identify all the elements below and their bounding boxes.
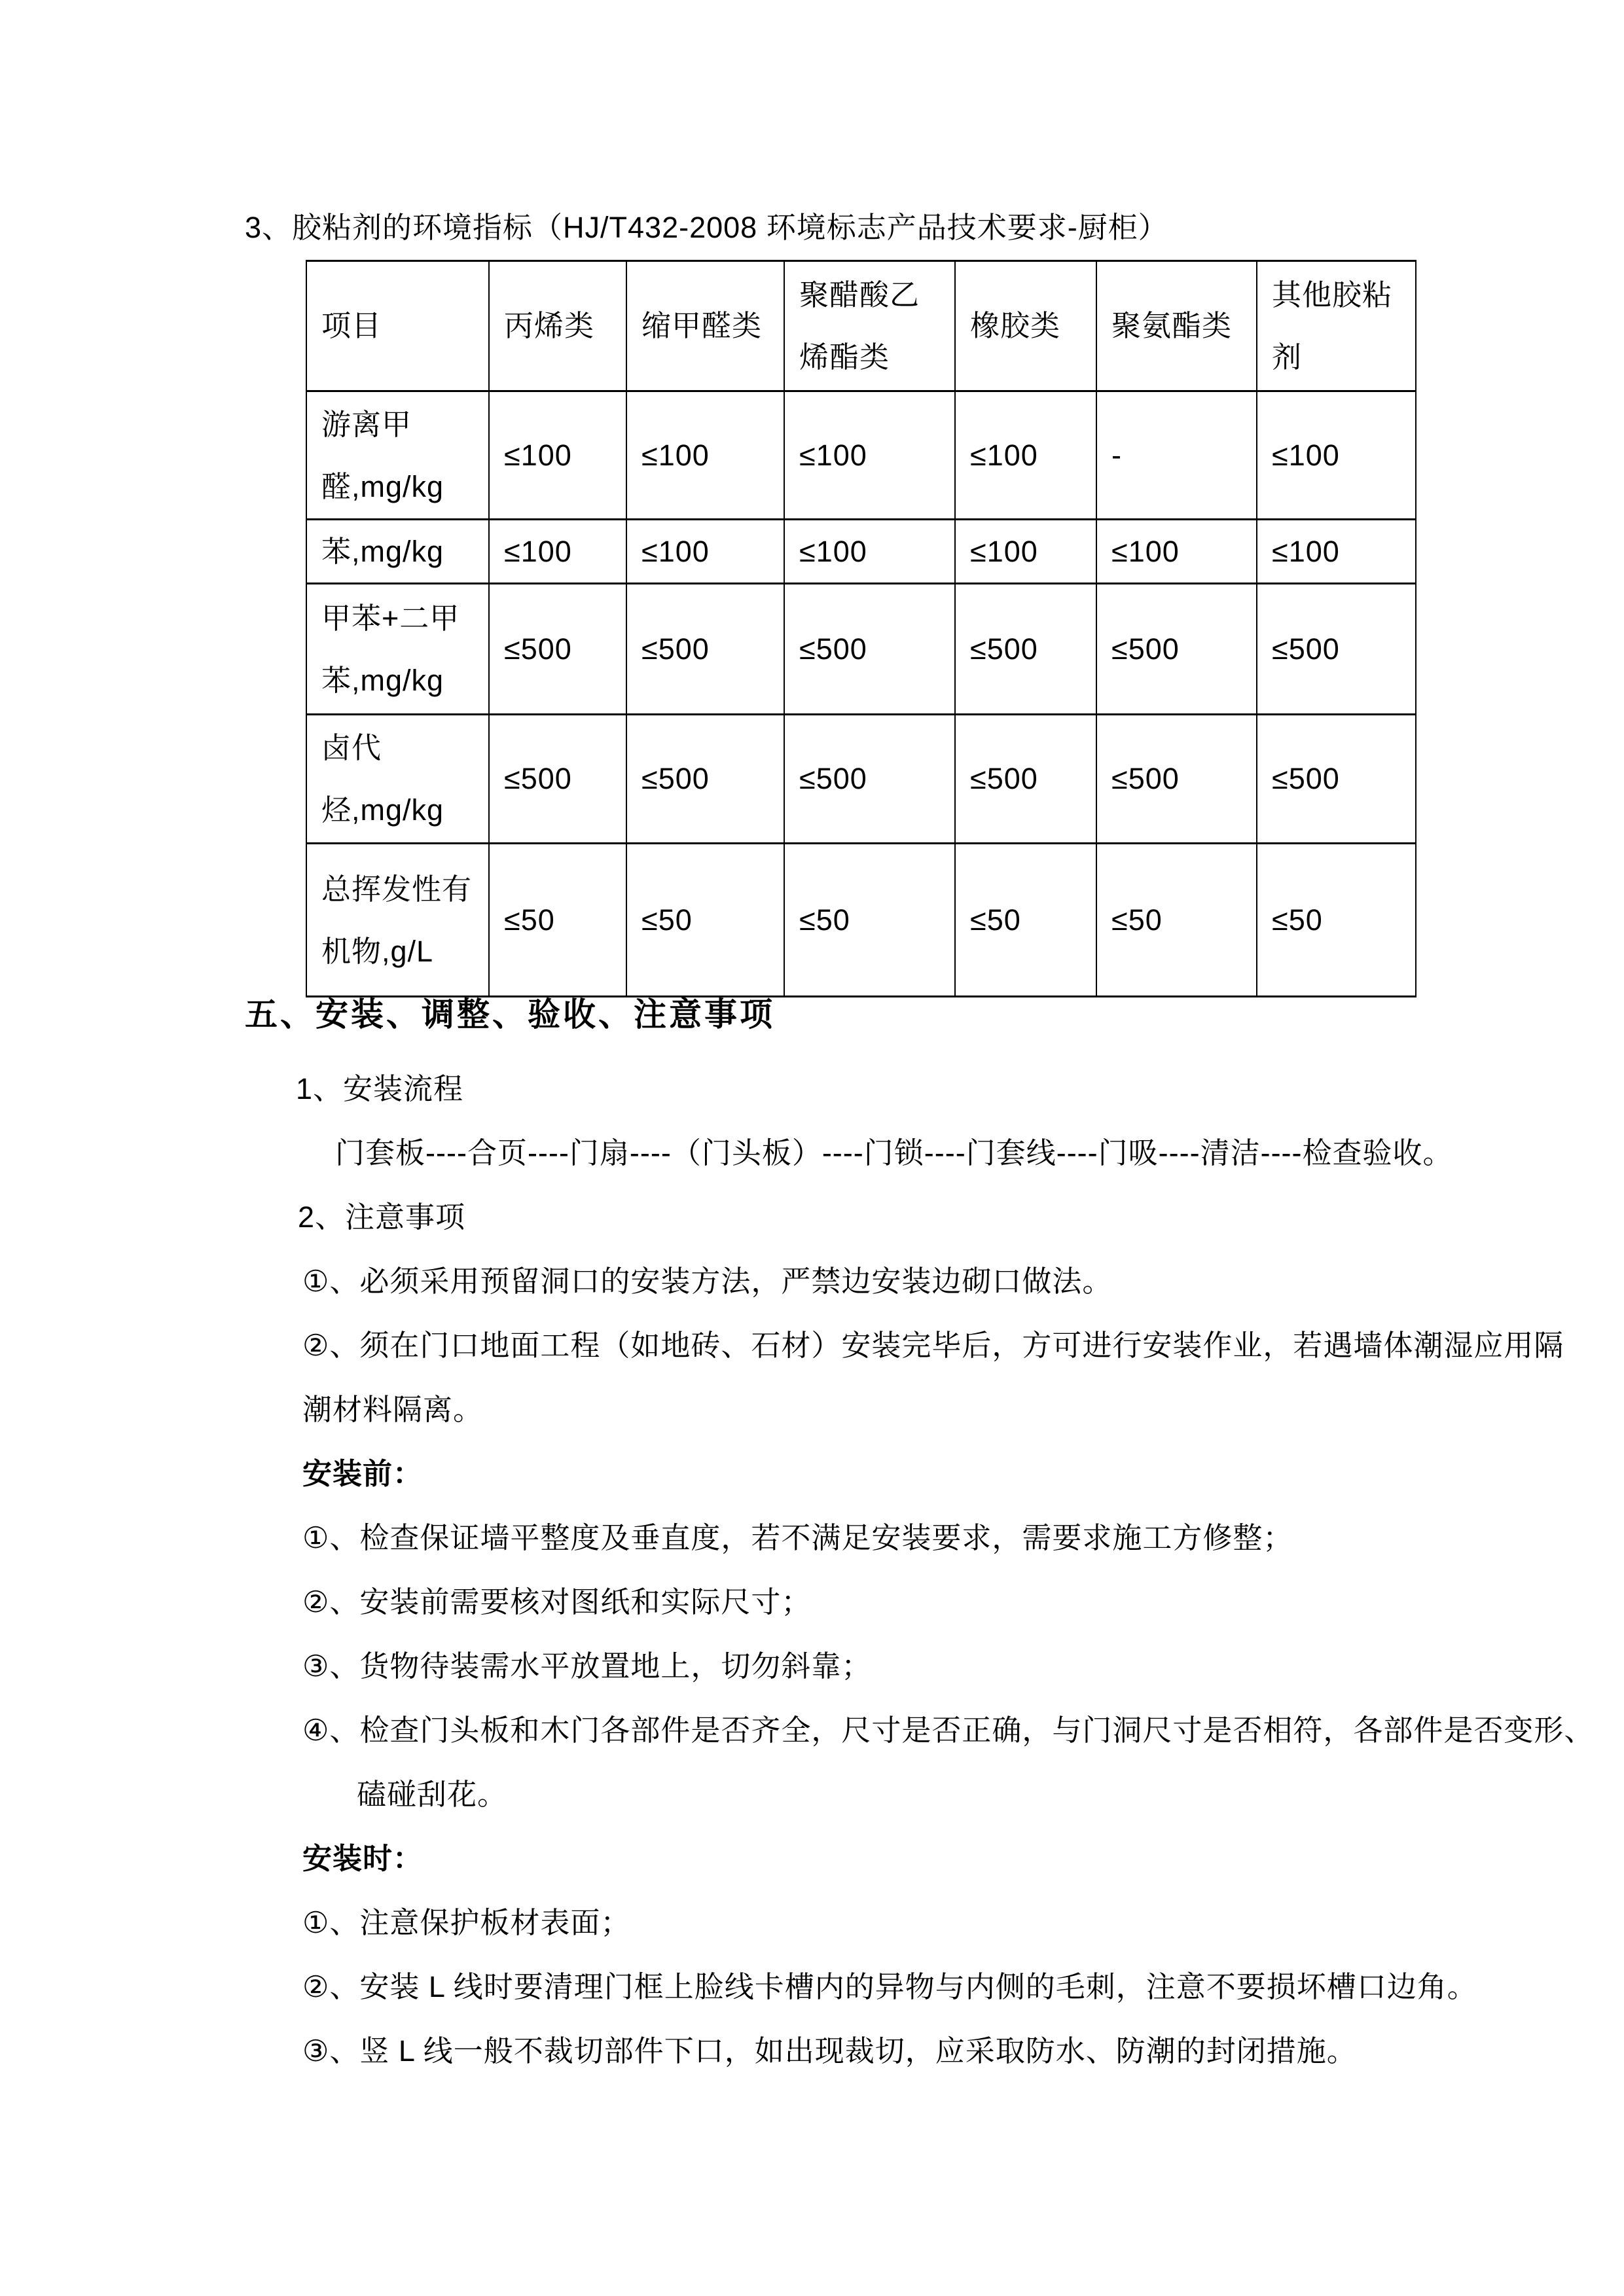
header-acrylic: 丙烯类 bbox=[489, 261, 626, 391]
table-cell: ≤50 bbox=[955, 844, 1096, 997]
note-2-line1: ②、须在门口地面工程（如地砖、石材）安装完毕后，方可进行安装作业，若遇墙体潮湿应用隔 bbox=[302, 1329, 1564, 1362]
before-item-3: ③、货物待装需水平放置地上，切勿斜靠； bbox=[302, 1649, 872, 1683]
header-item: 项目 bbox=[306, 261, 489, 391]
during-item-1: ①、注意保护板材表面； bbox=[302, 1906, 631, 1939]
table-cell: ≤500 bbox=[784, 584, 955, 715]
note-1: ①、必须采用预留洞口的安装方法，严禁边安装边砌口做法。 bbox=[302, 1265, 1113, 1298]
during-install-heading: 安装时： bbox=[302, 1842, 424, 1875]
list-item-notes: 2、注意事项 bbox=[298, 1200, 466, 1234]
table-cell: ≤50 bbox=[626, 844, 784, 997]
header-pu: 聚氨酯类 bbox=[1096, 261, 1257, 391]
table-cell: ≤50 bbox=[1257, 844, 1416, 997]
list-item-install-flow: 1、安装流程 bbox=[296, 1072, 464, 1105]
note-2-line2: 潮材料隔离。 bbox=[302, 1393, 484, 1426]
before-item-4-line1: ④、检查门头板和木门各部件是否齐全，尺寸是否正确，与门洞尺寸是否相符，各部件是否变形、 bbox=[302, 1713, 1595, 1747]
table-cell: ≤500 bbox=[955, 584, 1096, 715]
header-other: 其他胶粘 剂 bbox=[1257, 261, 1416, 391]
table-row bbox=[306, 391, 1416, 520]
table-row bbox=[306, 844, 1416, 997]
table-row bbox=[306, 584, 1416, 715]
table-cell: ≤500 bbox=[489, 584, 626, 715]
table-cell: ≤100 bbox=[1257, 520, 1416, 584]
row-label: 总挥发性有 机物,g/L bbox=[306, 844, 489, 997]
header-rubber: 橡胶类 bbox=[955, 261, 1096, 391]
table-cell: ≤500 bbox=[784, 715, 955, 844]
table-row bbox=[306, 715, 1416, 844]
table-cell: ≤500 bbox=[626, 584, 784, 715]
table-cell: ≤500 bbox=[1257, 584, 1416, 715]
table-cell: ≤100 bbox=[626, 391, 784, 520]
table-cell: ≤500 bbox=[626, 715, 784, 844]
table-cell: ≤500 bbox=[1096, 715, 1257, 844]
row-label: 苯,mg/kg bbox=[306, 520, 489, 584]
install-flow-sequence: 门套板----合页----门扇----（门头板）----门锁----门套线----门吸----清洁----检查验收。 bbox=[335, 1136, 1453, 1170]
table-cell: - bbox=[1096, 391, 1257, 520]
table-cell: ≤100 bbox=[1096, 520, 1257, 584]
table-cell: ≤50 bbox=[784, 844, 955, 997]
table-cell: ≤100 bbox=[784, 391, 955, 520]
table-cell: ≤500 bbox=[1096, 584, 1257, 715]
table-cell: ≤100 bbox=[1257, 391, 1416, 520]
section3-heading: 3、胶粘剂的环境指标（HJ/T432-2008 环境标志产品技术要求-厨柜） bbox=[245, 211, 1168, 244]
table-cell: ≤100 bbox=[489, 391, 626, 520]
table-cell: ≤100 bbox=[489, 520, 626, 584]
table-cell: ≤500 bbox=[1257, 715, 1416, 844]
table-cell: ≤100 bbox=[955, 520, 1096, 584]
header-pva: 聚醋酸乙 烯酯类 bbox=[784, 261, 955, 391]
before-item-4-line2: 磕碰刮花。 bbox=[357, 1778, 508, 1811]
table-cell: ≤500 bbox=[955, 715, 1096, 844]
row-label: 卤代 烃,mg/kg bbox=[306, 715, 489, 844]
before-item-2: ②、安装前需要核对图纸和实际尺寸； bbox=[302, 1585, 812, 1619]
section5-heading: 五、安装、调整、验收、注意事项 bbox=[245, 996, 775, 1033]
adhesive-env-table bbox=[306, 260, 1416, 997]
table-cell: ≤100 bbox=[626, 520, 784, 584]
table-row bbox=[306, 520, 1416, 584]
row-label: 甲苯+二甲 苯,mg/kg bbox=[306, 584, 489, 715]
during-item-2: ②、安装 L 线时要清理门框上脸线卡槽内的异物与内侧的毛刺，注意不要损坏槽口边角。 bbox=[302, 1970, 1477, 2003]
before-install-heading: 安装前： bbox=[302, 1457, 424, 1490]
table-cell: ≤500 bbox=[489, 715, 626, 844]
table-cell: ≤50 bbox=[489, 844, 626, 997]
table-header-row bbox=[306, 261, 1416, 391]
table-cell: ≤50 bbox=[1096, 844, 1257, 997]
row-label: 游离甲 醛,mg/kg bbox=[306, 391, 489, 520]
table-cell: ≤100 bbox=[955, 391, 1096, 520]
during-item-3: ③、竖 L 线一般不裁切部件下口，如出现裁切，应采取防水、防潮的封闭措施。 bbox=[302, 2034, 1357, 2068]
before-item-1: ①、检查保证墙平整度及垂直度，若不满足安装要求，需要求施工方修整； bbox=[302, 1521, 1293, 1554]
table-cell: ≤100 bbox=[784, 520, 955, 584]
header-formal: 缩甲醛类 bbox=[626, 261, 784, 391]
